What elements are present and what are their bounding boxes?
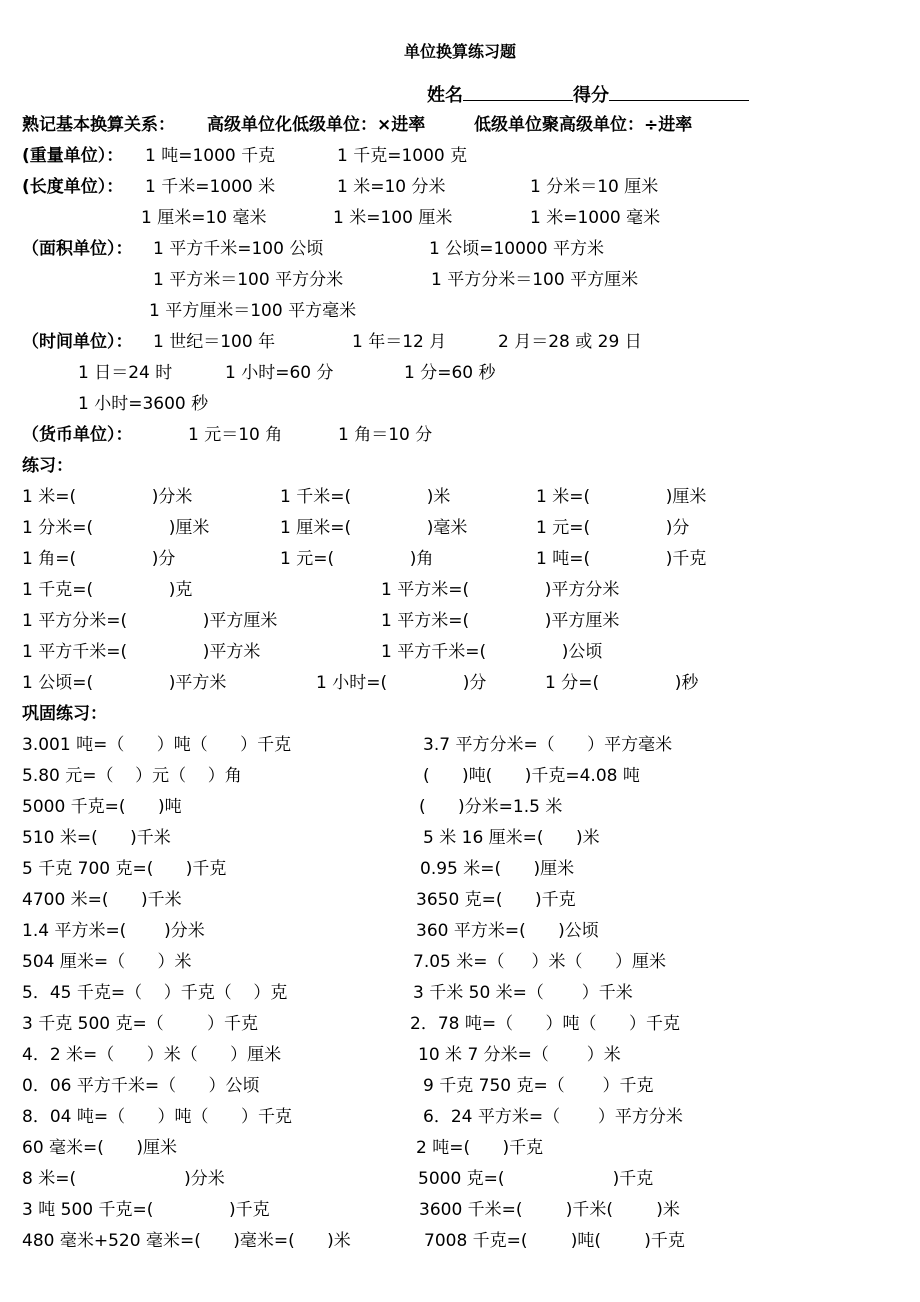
name-blank[interactable] [463,82,573,101]
consolidation-item[interactable]: 10 米 7 分米=（ ）米 [418,1045,621,1065]
area-item: 1 平方厘米＝100 平方毫米 [149,301,357,321]
practice-item[interactable]: 1 小时=( )分 [316,673,487,693]
practice-item[interactable]: 1 元=( )角 [280,549,434,569]
consolidation-item[interactable]: 5000 千克=( )吨 [22,797,182,817]
consolidation-item[interactable]: 8 米=( )分米 [22,1169,225,1189]
consolidation-item[interactable]: 5000 克=( )千克 [418,1169,654,1189]
consolidation-item[interactable]: 5．45 千克=（ ）千克（ ）克 [22,983,288,1003]
time-item: 1 年＝12 月 [352,332,447,352]
rule-high-to-low: 高级单位化低级单位：×进率 [207,115,426,135]
money-label: （货币单位）： [22,425,133,445]
consolidation-item[interactable]: 4．2 米=（ ）米（ ）厘米 [22,1045,282,1065]
consolidation-item[interactable]: 4700 米=( )千米 [22,890,182,910]
consolidation-item[interactable]: 8．04 吨=（ ）吨（ ）千克 [22,1107,292,1127]
length-item: 1 千米=1000 米 [145,177,276,197]
time-item: 2 月＝28 或 29 日 [498,332,642,352]
money-item: 1 元＝10 角 [188,425,283,445]
consolidation-item[interactable]: 3 吨 500 千克=( )千克 [22,1200,270,1220]
area-item: 1 平方米＝100 平方分米 [153,270,344,290]
length-item: 1 米=10 分米 [337,177,446,197]
time-item: 1 小时=60 分 [225,363,334,383]
area-label: （面积单位）： [22,239,133,259]
area-item: 1 平方分米＝100 平方厘米 [431,270,639,290]
practice-item[interactable]: 1 角=( )分 [22,549,176,569]
consolidation-item[interactable]: 0.95 米=( )厘米 [420,859,575,879]
length-item: 1 米=1000 毫米 [530,208,661,228]
consolidation-item[interactable]: 3600 千米=( )千米( )米 [419,1200,680,1220]
time-item: 1 小时=3600 秒 [78,394,209,414]
score-blank[interactable] [609,82,749,101]
consolidation-item[interactable]: 3.001 吨=（ ）吨（ ）千克 [22,735,292,755]
weight-item: 1 千克=1000 克 [337,146,468,166]
consolidation-item[interactable]: 510 米=( )千米 [22,828,171,848]
score-label: 得分 [573,85,609,106]
consolidation-item[interactable]: 5 千克 700 克=( )千克 [22,859,227,879]
consolidation-heading: 巩固练习： [22,704,107,724]
practice-item[interactable]: 1 平方千米=( )公顷 [381,642,603,662]
length-item: 1 厘米=10 毫米 [141,208,267,228]
length-item: 1 分米＝10 厘米 [530,177,659,197]
page-title: 单位换算练习题 [403,42,516,61]
practice-item[interactable]: 1 厘米=( )毫米 [280,518,468,538]
consolidation-item[interactable]: 60 毫米=( )厘米 [22,1138,177,1158]
practice-item[interactable]: 1 元=( )分 [536,518,690,538]
consolidation-item[interactable]: 6．24 平方米=（ ）平方分米 [423,1107,683,1127]
practice-item[interactable]: 1 米=( )厘米 [536,487,707,507]
consolidation-item[interactable]: 2 吨=( )千克 [416,1138,544,1158]
area-item: 1 平方千米=100 公顷 [153,239,324,259]
practice-item[interactable]: 1 公顷=( )平方米 [22,673,227,693]
consolidation-item[interactable]: 3 千克 500 克=（ ）千克 [22,1014,258,1034]
practice-heading: 练习： [22,456,73,476]
consolidation-item[interactable]: 480 毫米+520 毫米=( )毫米=( )米 [22,1231,351,1251]
length-label: (长度单位）： [22,177,124,197]
money-item: 1 角＝10 分 [338,425,433,445]
consolidation-item[interactable]: 1.4 平方米=( )分米 [22,921,205,941]
practice-item[interactable]: 1 平方米=( )平方分米 [381,580,620,600]
intro-heading: 熟记基本换算关系： [22,115,175,135]
practice-item[interactable]: 1 平方千米=( )平方米 [22,642,261,662]
consolidation-item[interactable]: 3650 克=( )千克 [416,890,576,910]
name-score-row [427,82,749,107]
consolidation-item[interactable]: 7008 千克=( )吨( )千克 [424,1231,685,1251]
consolidation-item[interactable]: 360 平方米=( )公顷 [416,921,599,941]
consolidation-item[interactable]: ( )分米=1.5 米 [419,797,563,817]
practice-item[interactable]: 1 分=( )秒 [545,673,699,693]
consolidation-item[interactable]: 9 千克 750 克=（ ）千克 [423,1076,654,1096]
consolidation-item[interactable]: 5 米 16 厘米=( )米 [423,828,600,848]
time-label: （时间单位）： [22,332,133,352]
length-item: 1 米=100 厘米 [333,208,453,228]
consolidation-item[interactable]: 3 千米 50 米=（ ）千米 [413,983,633,1003]
weight-label: (重量单位）： [22,146,124,166]
consolidation-item[interactable]: 2．78 吨=（ ）吨（ ）千克 [410,1014,680,1034]
consolidation-item[interactable]: 3.7 平方分米=（ ）平方毫米 [423,735,673,755]
consolidation-item[interactable]: ( )吨( )千克=4.08 吨 [423,766,640,786]
consolidation-item[interactable]: 504 厘米=（ ）米 [22,952,192,972]
time-item: 1 分=60 秒 [404,363,496,383]
weight-item: 1 吨=1000 千克 [145,146,276,166]
time-item: 1 日＝24 时 [78,363,173,383]
practice-item[interactable]: 1 千克=( )克 [22,580,193,600]
practice-item[interactable]: 1 吨=( )千克 [536,549,707,569]
area-item: 1 公顷=10000 平方米 [429,239,604,259]
practice-item[interactable]: 1 千米=( )米 [280,487,451,507]
name-label: 姓名 [427,85,463,106]
practice-item[interactable]: 1 平方米=( )平方厘米 [381,611,620,631]
time-item: 1 世纪＝100 年 [153,332,276,352]
consolidation-item[interactable]: 5.80 元=（ ）元（ ）角 [22,766,242,786]
practice-item[interactable]: 1 分米=( )厘米 [22,518,210,538]
practice-item[interactable]: 1 米=( )分米 [22,487,193,507]
rule-low-to-high: 低级单位聚高级单位：÷进率 [474,115,693,135]
practice-item[interactable]: 1 平方分米=( )平方厘米 [22,611,278,631]
consolidation-item[interactable]: 0．06 平方千米=（ ）公顷 [22,1076,260,1096]
consolidation-item[interactable]: 7.05 米=（ ）米（ ）厘米 [413,952,666,972]
